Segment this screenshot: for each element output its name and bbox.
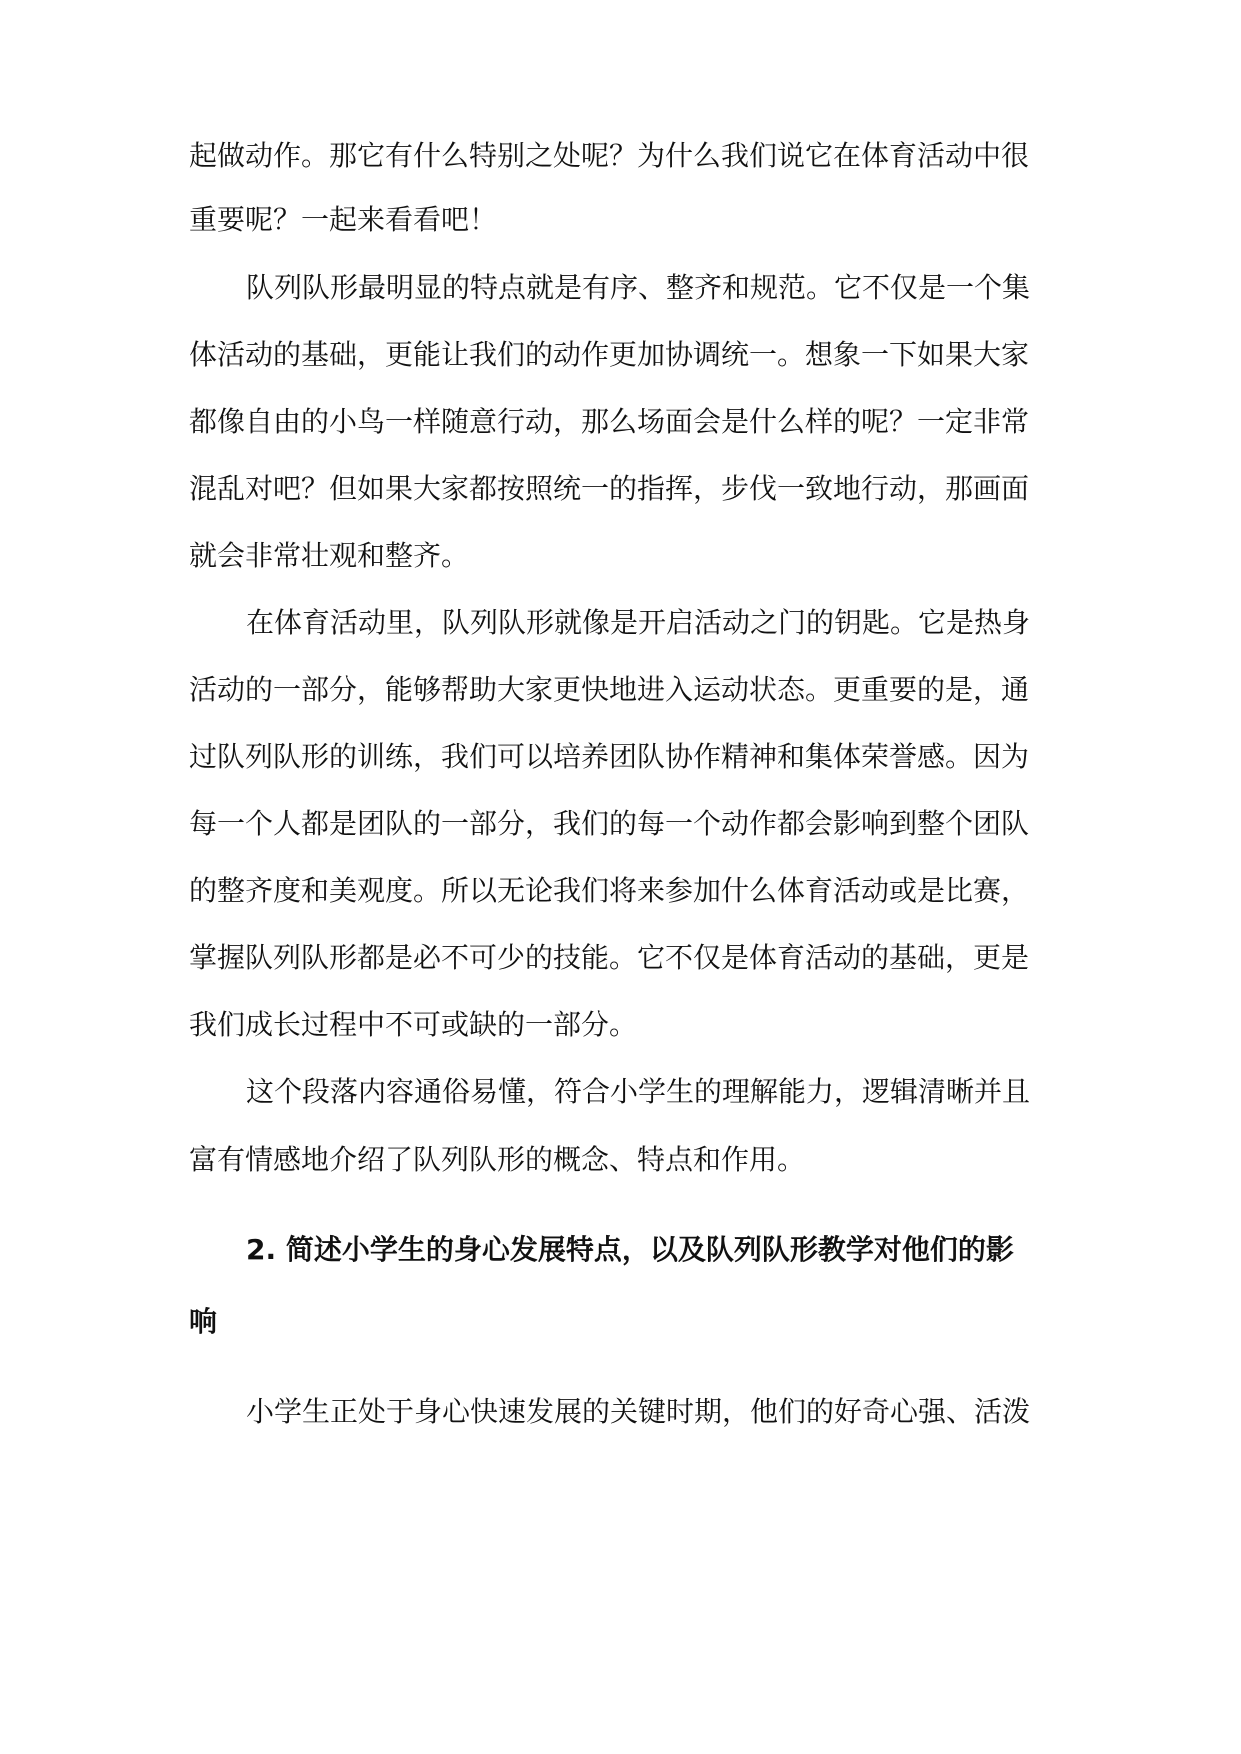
paragraph-line: 在体育活动里，队列队形就像是开启活动之门的钥匙。它是热身: [246, 606, 1031, 639]
section-heading: 响: [189, 1305, 218, 1338]
paragraph-line: 起做动作。那它有什么特别之处呢？为什么我们说它在体育活动中很: [189, 139, 1030, 172]
paragraph-line: 体活动的基础，更能让我们的动作更加协调统一。想象一下如果大家: [189, 338, 1030, 371]
section-heading: 2. 简述小学生的身心发展特点，以及队列队形教学对他们的影: [246, 1233, 1014, 1266]
paragraph-line: 我们成长过程中不可或缺的一部分。: [189, 1008, 638, 1041]
paragraph-line: 重要呢？一起来看看吧！: [189, 203, 498, 236]
paragraph-line: 活动的一部分，能够帮助大家更快地进入运动状态。更重要的是，通: [189, 673, 1030, 706]
paragraph-line: 这个段落内容通俗易懂，符合小学生的理解能力，逻辑清晰并且: [246, 1075, 1031, 1108]
paragraph-line: 掌握队列队形都是必不可少的技能。它不仅是体育活动的基础，更是: [189, 941, 1030, 974]
paragraph-line: 队列队形最明显的特点就是有序、整齐和规范。它不仅是一个集: [246, 271, 1031, 304]
paragraph-line: 每一个人都是团队的一部分，我们的每一个动作都会影响到整个团队: [189, 807, 1030, 840]
paragraph-line: 混乱对吧？但如果大家都按照统一的指挥，步伐一致地行动，那画面: [189, 472, 1030, 505]
paragraph-line: 富有情感地介绍了队列队形的概念、特点和作用。: [189, 1143, 806, 1176]
paragraph-line: 过队列队形的训练，我们可以培养团队协作精神和集体荣誉感。因为: [189, 740, 1030, 773]
paragraph-line: 小学生正处于身心快速发展的关键时期，他们的好奇心强、活泼: [246, 1395, 1031, 1428]
paragraph-line: 的整齐度和美观度。所以无论我们将来参加什么体育活动或是比赛，: [189, 874, 1030, 907]
paragraph-line: 都像自由的小鸟一样随意行动，那么场面会是什么样的呢？一定非常: [189, 405, 1030, 438]
paragraph-line: 就会非常壮观和整齐。: [189, 539, 470, 572]
